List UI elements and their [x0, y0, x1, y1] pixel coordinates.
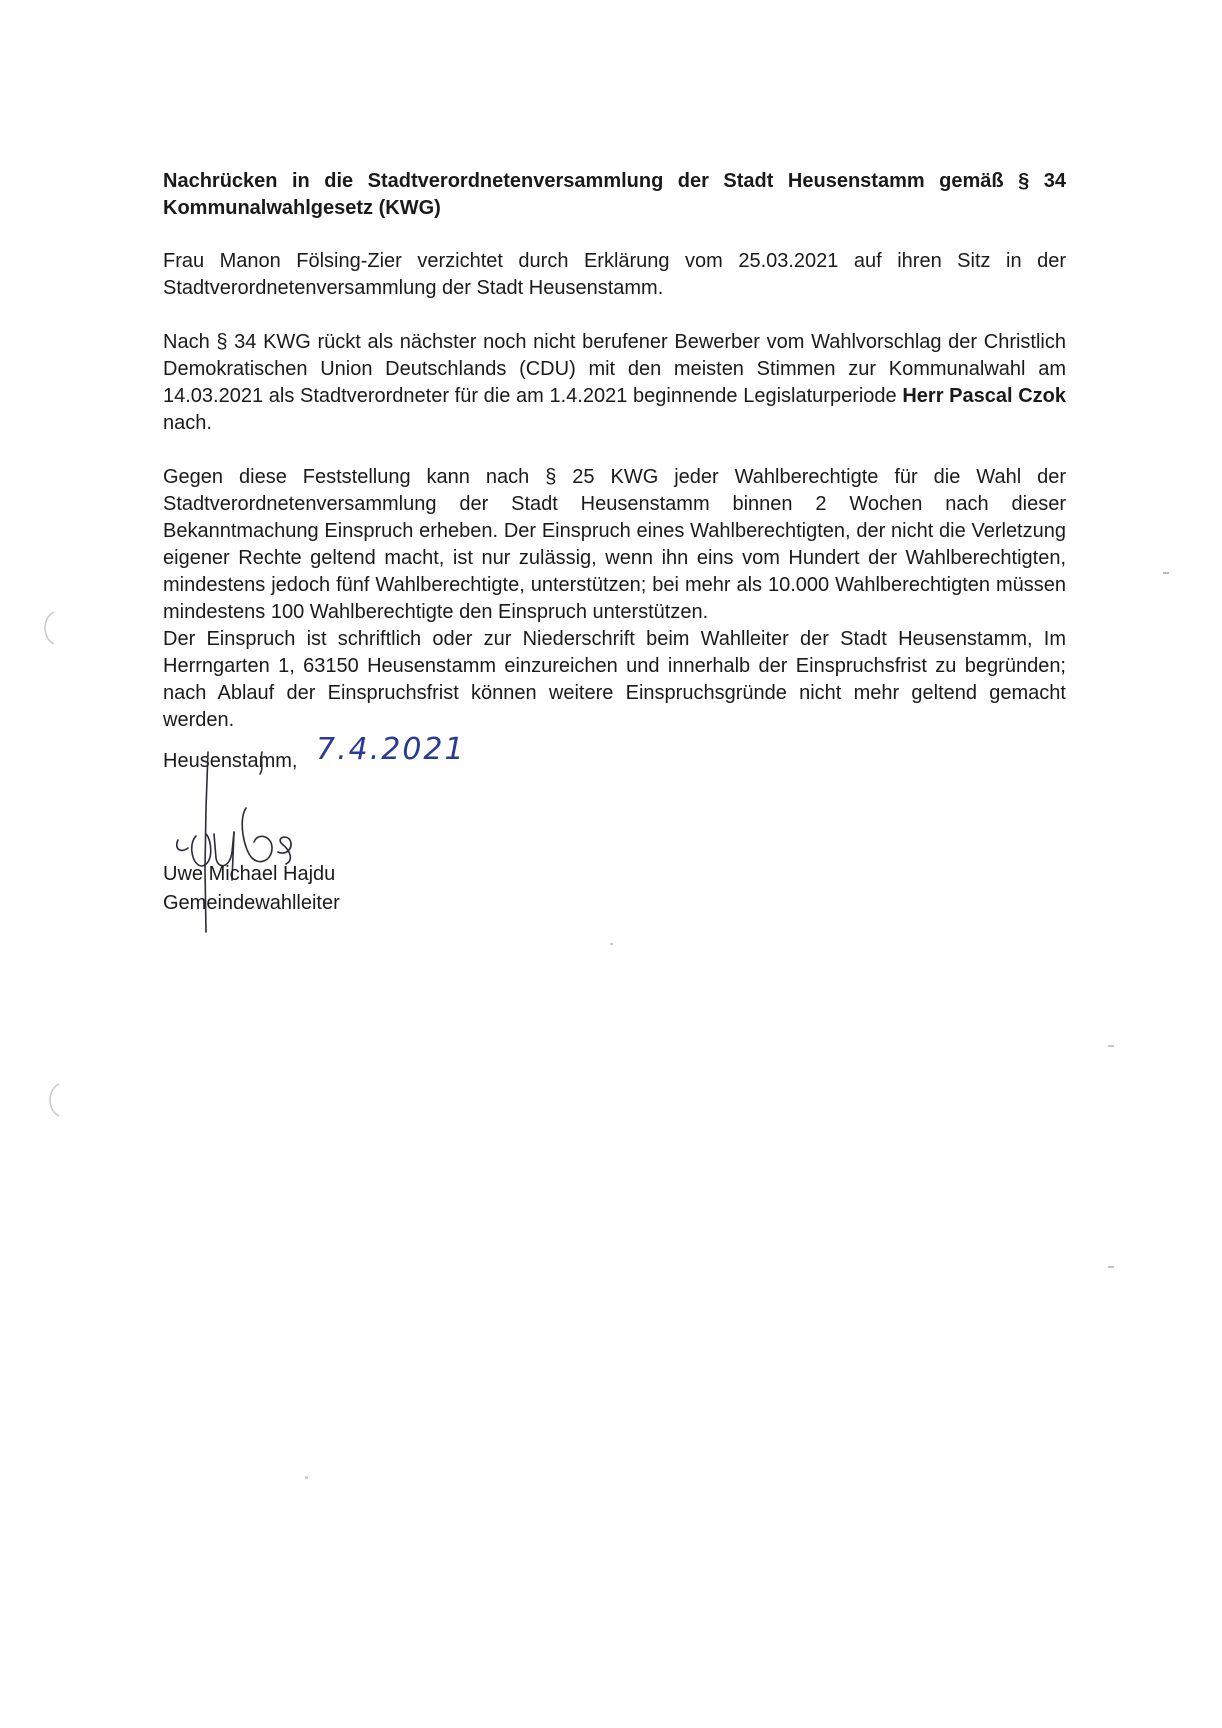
punch-hole-mark-lower: [43, 1082, 63, 1118]
document-heading: Nachrücken in die Stadtverordnetenversammlung der Stadt Heusenstamm gemäß § 34 Kommunalwahlgesetz (KWG): [163, 170, 1066, 219]
punch-hole-mark-upper: [38, 610, 58, 646]
scan-speck: [610, 943, 613, 945]
scan-speck: [1108, 1045, 1114, 1047]
scan-speck: [1108, 1266, 1114, 1268]
signer-title: Gemeindewahlleiter: [163, 892, 340, 914]
paragraph-resignation: Frau Manon Fölsing-Zier verzichtet durch Erklärung vom 25.03.2021 auf ihren Sitz in der Stadtverordnetenversammlung der Stadt Heusenstamm.: [163, 250, 1066, 299]
signer-block: [163, 860, 340, 918]
handwritten-date: 7.4.2021: [316, 732, 466, 767]
successor-end: nach.: [163, 412, 212, 434]
signer-name: Uwe Michael Hajdu: [163, 863, 336, 885]
paragraph-successor: [163, 329, 1066, 437]
successor-name: Herr Pascal Czok: [902, 385, 1066, 407]
scan-speck: [305, 1476, 308, 1479]
place-text: Heusenstamm,: [163, 750, 298, 772]
paragraph-objection-procedure: Der Einspruch ist schriftlich oder zur Niederschrift beim Wahlleiter der Stadt Heusenstamm, Im Herrngarten 1, 63150 Heusenstamm einzureichen und innerhalb der Einspruchsfrist zu begründen; nach Ablauf der Einspruchsfrist können weitere Einspruchsgründe nicht mehr geltend gemacht werden.: [163, 628, 1066, 731]
scan-speck: [1163, 572, 1169, 574]
successor-text: Nach § 34 KWG rückt als nächster noch nicht berufener Bewerber vom Wahlvorschlag der Christlich Demokratischen Union Deutschlands (CDU) mit den meisten Stimmen zur Kommunalwahl am 14.03.2021 als Stadtverordneter für die am 1.4.2021 beginnende Legislaturperiode: [163, 331, 1066, 407]
paragraph-objection: Gegen diese Feststellung kann nach § 25 KWG jeder Wahlberechtigte für die Wahl der Stadtverordnetenversammlung der Stadt Heusenstamm binnen 2 Wochen nach dieser Bekanntmachung Einspruch erheben. Der Einspruch eines Wahlberechtigten, der nicht die Verletzung eigener Rechte geltend macht, ist nur zulässig, wenn ihn eins vom Hundert der Wahlberechtigten, mindestens jedoch fünf Wahlberechtigte, unterstützen; bei mehr als 10.000 Wahlberechtigten müssen mindestens 100 Wahlberechtigte den Einspruch unterstützen.: [163, 466, 1066, 623]
document-body: [163, 168, 1066, 767]
